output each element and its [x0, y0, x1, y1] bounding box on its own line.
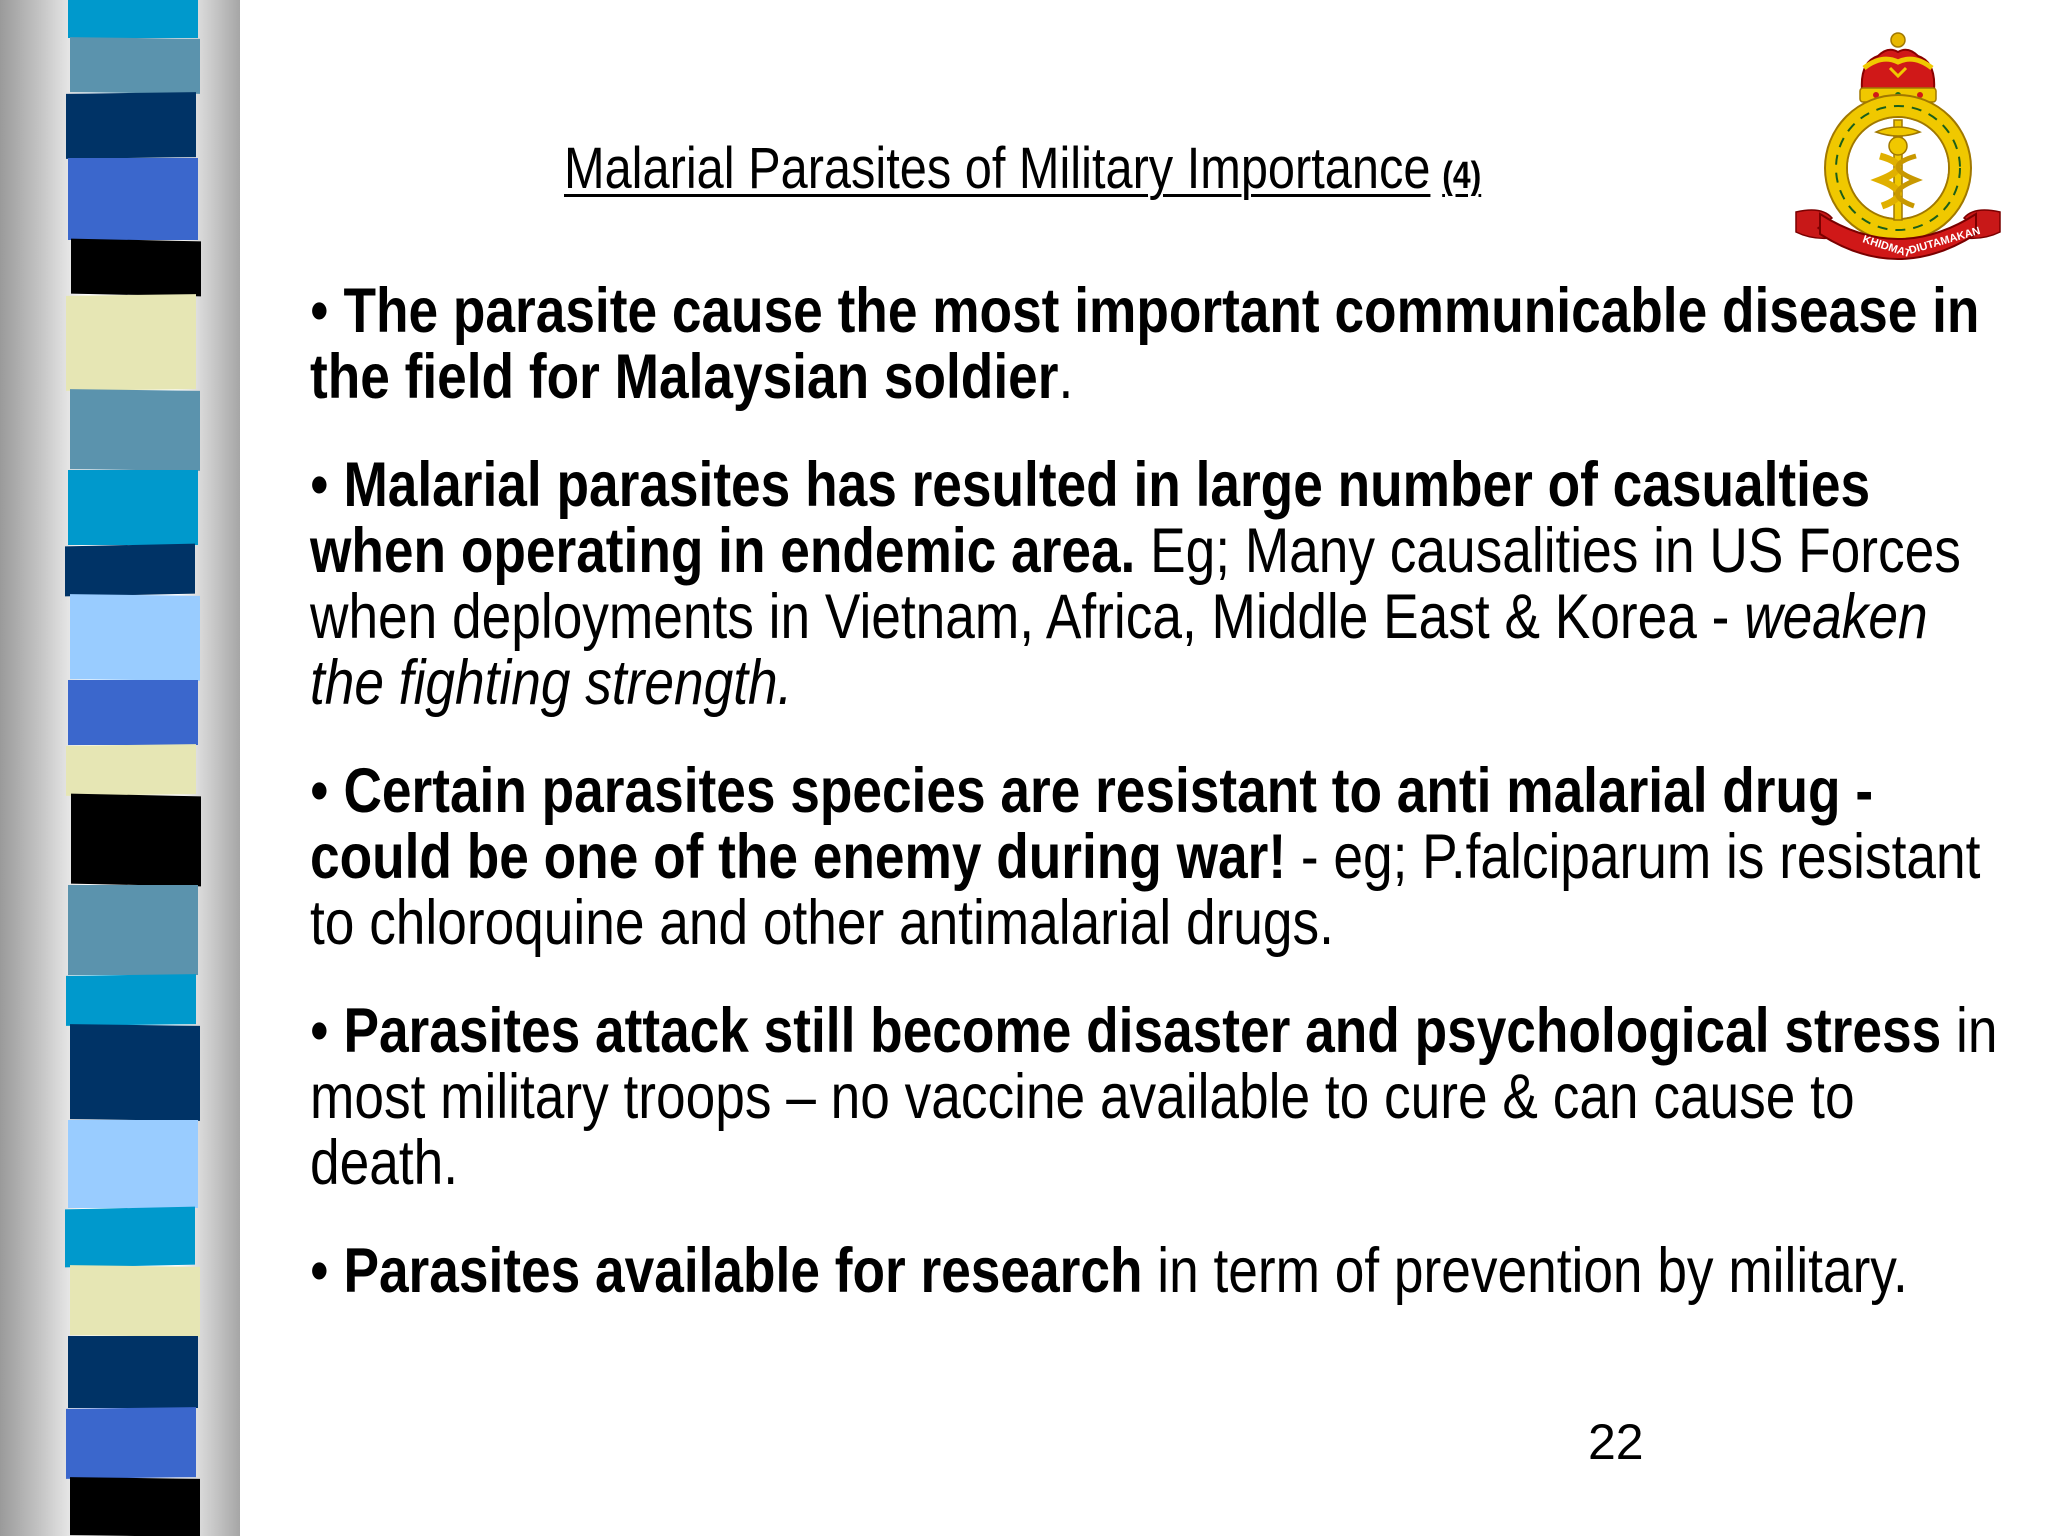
decorative-stripe	[70, 37, 200, 94]
decorative-stripe	[68, 0, 198, 38]
decorative-stripe	[70, 594, 200, 681]
decorative-stripe	[66, 92, 196, 159]
bullet-marker: •	[310, 450, 329, 520]
bullet-bold-text: Malarial parasites has resulted in large number of casualties when operating in endemic area.	[310, 450, 1871, 586]
decorative-stripe	[66, 974, 196, 1026]
bullet-normal-text: .	[1058, 342, 1074, 412]
bullet-item	[310, 998, 2008, 1196]
bullet-list	[310, 278, 2008, 1346]
bullet-marker: •	[310, 1236, 329, 1306]
bullet-item	[310, 452, 2008, 716]
svg-text:DIUTAMAKAN: DIUTAMAKAN	[1907, 225, 1982, 257]
bullet-normal-text: in most military troops – no vaccine available to cure & can cause to death.	[310, 996, 1998, 1198]
bullet-normal-text: Eg; Many causalities in US Forces when deployments in Vietnam, Africa, Middle East & Korea -	[310, 516, 1961, 652]
crown-icon	[1860, 33, 1936, 102]
decorative-stripe	[68, 680, 198, 745]
bullet-marker: •	[310, 996, 329, 1066]
decorative-stripe	[65, 1207, 195, 1268]
bullet-bold-text: Parasites attack still become disaster and psychological stress	[343, 996, 1942, 1066]
decorative-stripe	[66, 1407, 196, 1479]
slide-title-number: (4)	[1442, 155, 1482, 197]
bullet-marker: •	[310, 276, 329, 346]
bullet-bold-text: Parasites available for research	[343, 1236, 1143, 1306]
slide-title-text: Malarial Parasites of Military Importance	[564, 136, 1431, 201]
left-stripe-band	[68, 0, 198, 1536]
decorative-stripe	[65, 544, 195, 597]
decorative-stripe	[68, 1336, 198, 1408]
decorative-stripe	[68, 885, 198, 975]
decorative-stripe	[68, 470, 198, 545]
decorative-stripe	[70, 1477, 200, 1536]
decorative-stripe	[70, 389, 200, 471]
bullet-item	[310, 278, 2008, 410]
decorative-stripe	[71, 239, 201, 297]
bullet-normal-text: in term of prevention by military.	[1142, 1236, 1908, 1306]
bullet-italic-text: weaken the fighting strength.	[310, 582, 1928, 718]
bullet-marker: •	[310, 756, 329, 826]
decorative-stripe	[70, 1265, 200, 1337]
decorative-stripe	[70, 1024, 200, 1121]
bullet-normal-text: - eg; P.falciparum is resistant to chloroquine and other antimalarial drugs.	[310, 822, 1981, 958]
decorative-stripe	[71, 794, 201, 887]
slide-title	[564, 136, 1482, 201]
bullet-item	[310, 1238, 2008, 1304]
military-medical-emblem-icon	[1792, 28, 2004, 264]
decorative-stripe	[66, 744, 196, 796]
svg-text:KHIDMAT: KHIDMAT	[1861, 233, 1913, 261]
decorative-stripe	[66, 294, 196, 391]
page-number: 22	[1588, 1414, 1644, 1470]
bullet-bold-text: Certain parasites species are resistant to anti malarial drug - could be one of the enemy during war!	[310, 756, 1874, 892]
decorative-stripe	[68, 1120, 198, 1208]
bullet-item	[310, 758, 2008, 956]
decorative-stripe	[68, 158, 198, 240]
bullet-bold-text: The parasite cause the most important communicable disease in the field for Malaysian soldier	[310, 276, 1980, 412]
